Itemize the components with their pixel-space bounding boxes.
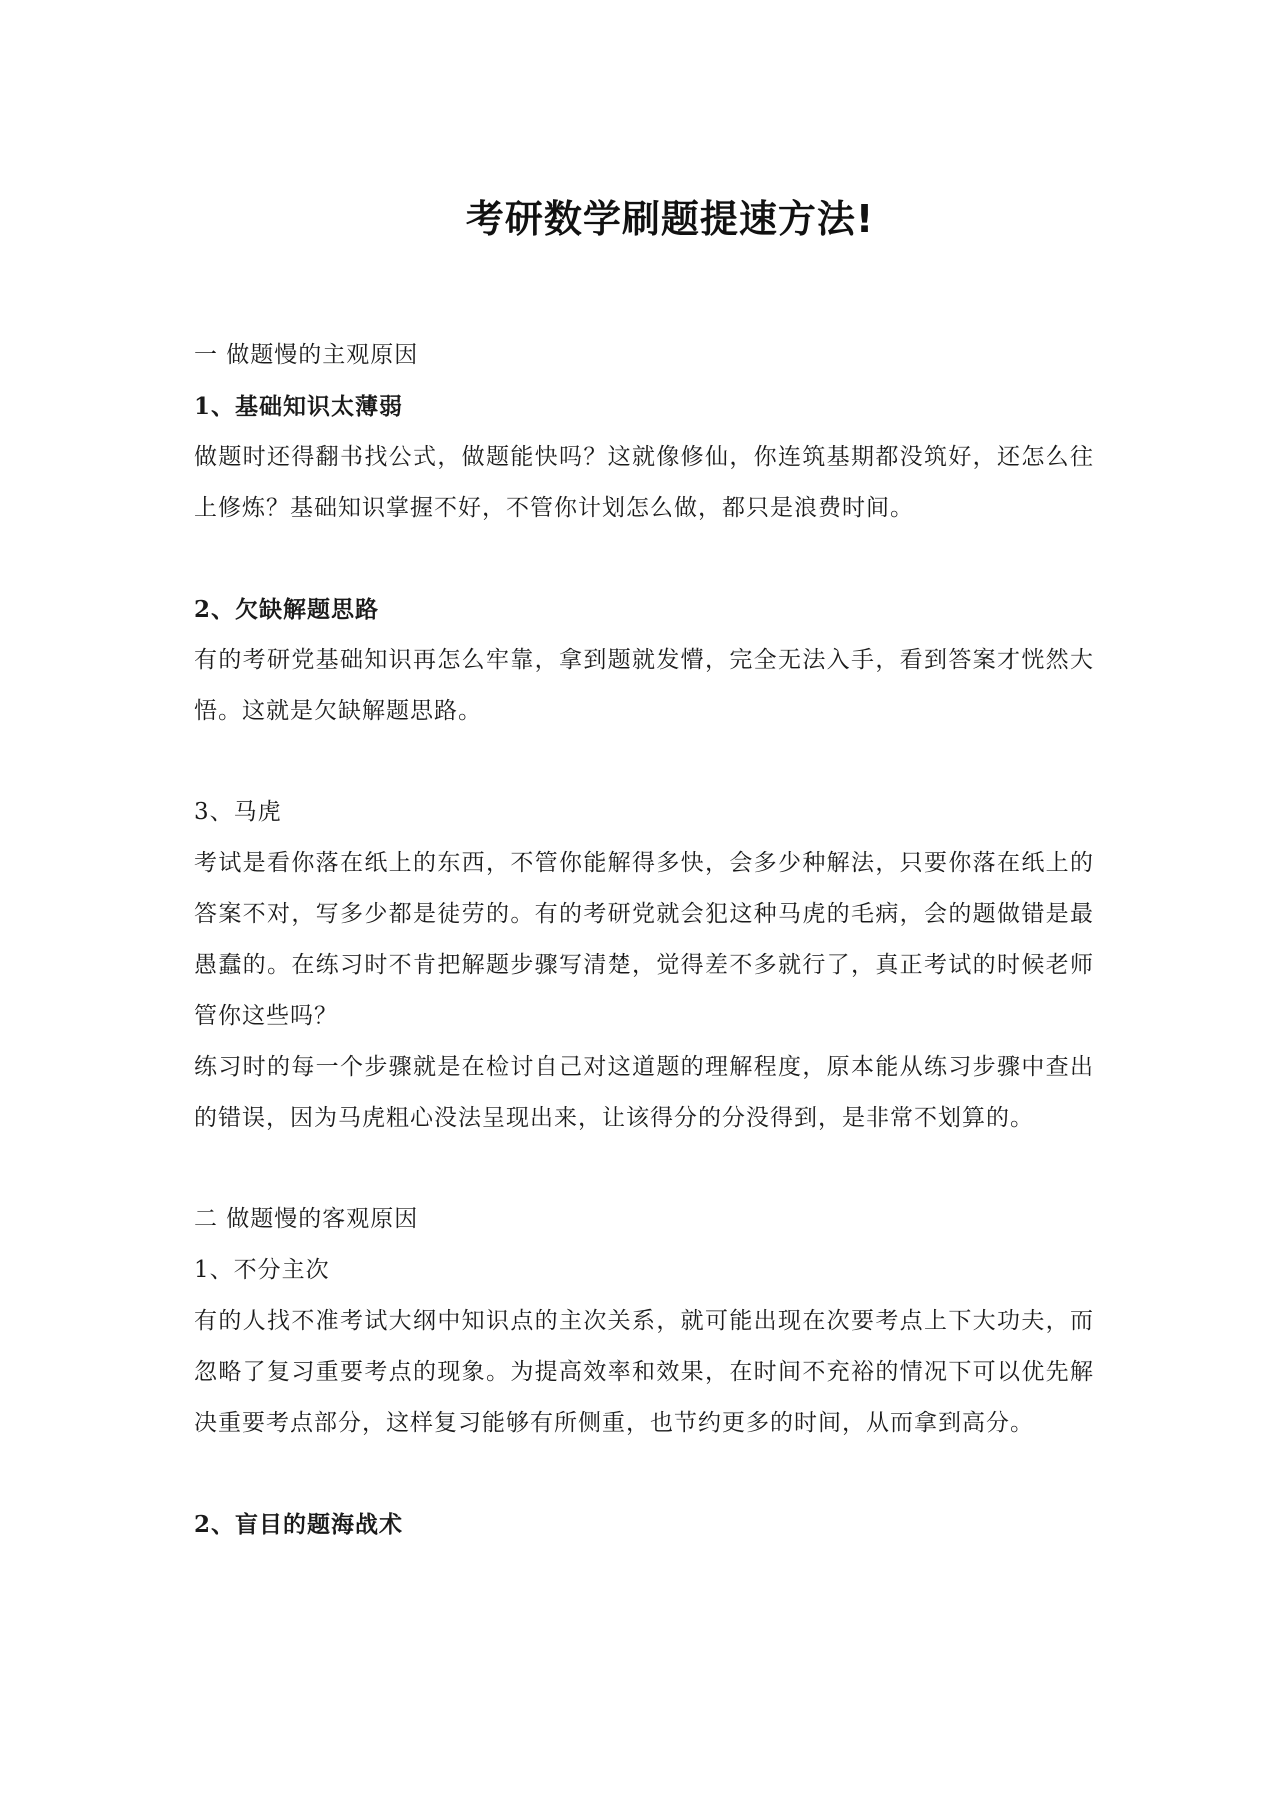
section-heading: 一 做题慢的主观原因 xyxy=(194,342,419,368)
subsection-heading: 3、马虎 xyxy=(194,799,282,825)
spacer xyxy=(194,737,1094,787)
page-title: 考研数学刷题提速方法! xyxy=(465,197,875,241)
spacer xyxy=(194,1449,1094,1499)
spacer xyxy=(194,1144,1094,1194)
subsection-heading: 2、盲目的题海战术 xyxy=(194,1511,404,1538)
subsection-heading: 2、欠缺解题思路 xyxy=(194,596,380,623)
paragraph: 练习时的每一个步骤就是在检讨自己对这道题的理解程度，原本能从练习步骤中查出的错误，因为马虎粗心没法呈现出来，让该得分的分没得到，是非常不划算的。 xyxy=(194,1054,1094,1131)
paragraph: 有的人找不准考试大纲中知识点的主次关系，就可能出现在次要考点上下大功夫，而忽略了复习重要考点的现象。为提高效率和效果，在时间不充裕的情况下可以优先解决重要考点部分，这样复习能够有所侧重，也节约更多的时间，从而拿到高分。 xyxy=(194,1308,1094,1436)
paragraph: 考试是看你落在纸上的东西，不管你能解得多快，会多少种解法，只要你落在纸上的答案不对，写多少都是徒劳的。有的考研党就会犯这种马虎的毛病，会的题做错是最愚蠢的。在练习时不肯把解题步骤写清楚，觉得差不多就行了，真正考试的时候老师管你这些吗？ xyxy=(194,850,1094,1029)
paragraph: 有的考研党基础知识再怎么牢靠，拿到题就发懵，完全无法入手，看到答案才恍然大悟。这就是欠缺解题思路。 xyxy=(194,647,1094,724)
section-heading: 二 做题慢的客观原因 xyxy=(194,1206,419,1232)
paragraph: 做题时还得翻书找公式，做题能快吗？这就像修仙，你连筑基期都没筑好，还怎么往上修炼？基础知识掌握不好，不管你计划怎么做，都只是浪费时间。 xyxy=(194,444,1094,521)
subsection-heading: 1、基础知识太薄弱 xyxy=(194,393,404,420)
document-body xyxy=(194,330,1094,1550)
spacer xyxy=(194,534,1094,584)
subsection-heading: 1、不分主次 xyxy=(194,1257,330,1283)
